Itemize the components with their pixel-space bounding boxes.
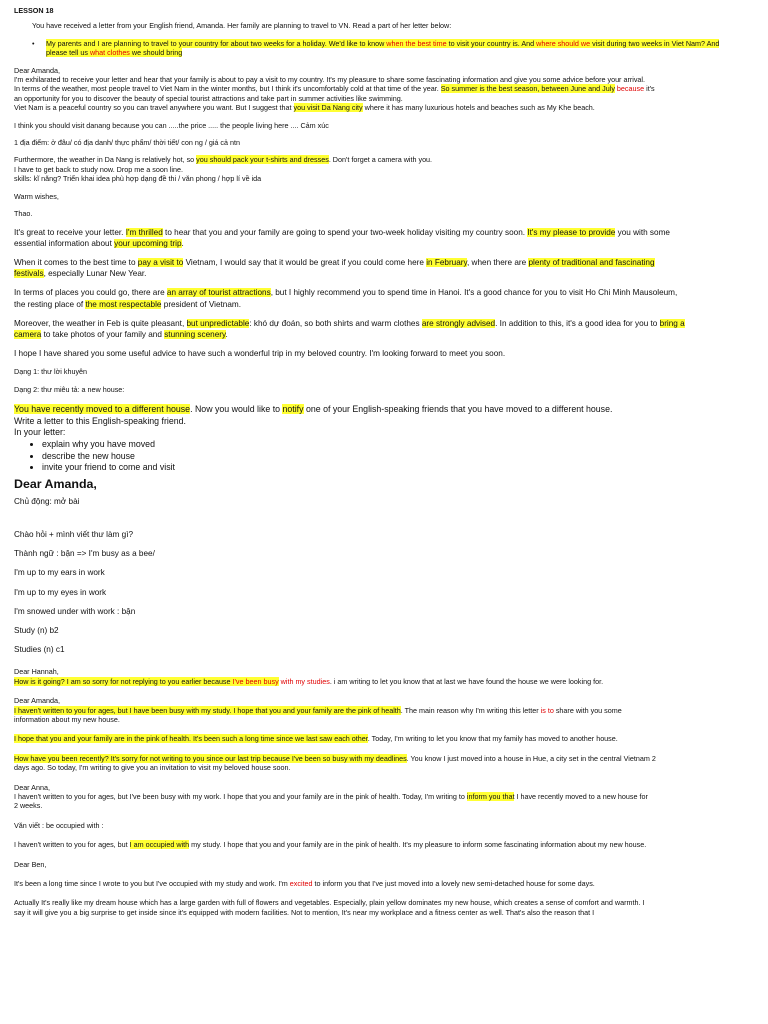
text-line: [14, 792, 754, 801]
spacer: [14, 219, 754, 227]
text-segment: . You know I just moved into a house in Hue, a city set in the central Vietnam 2: [406, 753, 656, 763]
spacer: [14, 811, 754, 821]
text-line: [46, 39, 719, 48]
highlighted-text: notify: [282, 404, 304, 415]
text-line: say it will give you a big surprise to get inside since it's equipped with modern facilities. Not to mention, It's near my workplace and a fitness center as well. That's also the reason that I: [14, 907, 595, 917]
quoted-letter-bullet: [14, 39, 754, 58]
highlighted-text: [46, 48, 182, 57]
highlighted-text: an array of tourist attractions: [166, 288, 271, 298]
spacer: [14, 147, 754, 155]
spacer: [14, 359, 754, 367]
text-line: Actually It's really like my dream house which has a large garden with full of flowers and vegetables. Especially, plain yellow dominates my new house, which creates a sense of comfort and warmth. I: [14, 898, 645, 908]
text-segment: Vietnam, I would say that it would be great if you could come here: [183, 257, 427, 267]
text-line: [14, 268, 754, 279]
highlighted-text: I'm thrilled: [125, 227, 163, 237]
text-segment: the resting place of: [14, 299, 86, 309]
text-line: 2 weeks.: [14, 801, 43, 811]
sample-greeting: Dear Hannah,: [14, 667, 59, 677]
text-segment: Viet Nam is a peaceful country so you can travel anywhere you want. But I suggest that: [14, 103, 294, 113]
intro-text: You have received a letter from your English friend, Amanda. Her family are planning to travel to VN. Read a part of her letter below:: [32, 21, 452, 31]
spacer: [14, 31, 754, 39]
text-line: [14, 227, 754, 238]
text-line: [14, 879, 754, 888]
bullet-dot: •: [32, 38, 35, 48]
highlighted-text: I've been busy: [232, 676, 279, 686]
text-line: Thành ngữ : bận => I'm busy as a bee/: [14, 549, 155, 559]
highlighted-text: you visit Da Nang city: [293, 103, 363, 113]
text-segment: president of Vietnam.: [161, 299, 241, 309]
highlighted-text: [46, 39, 719, 48]
text-segment: to hear that you and your family are going to spend your two-week holiday visiting my country soon.: [162, 227, 528, 237]
text-line: [14, 734, 754, 743]
text-segment: . Don't forget a camera with you.: [328, 155, 433, 165]
highlighted-text: So summer is the best season, between June and July: [440, 84, 615, 94]
text-line: [14, 103, 754, 112]
spacer: [14, 850, 754, 860]
text-segment: because: [614, 84, 645, 94]
text-segment: is to: [540, 705, 554, 715]
text-segment: I have recently moved to a new house for: [514, 791, 648, 801]
text-line: [14, 677, 754, 686]
text-segment: with my studies: [278, 676, 330, 686]
text-segment: , but I highly recommend you to spend time in Hanoi. It's a good chance for you to visit Ho Chi Minh Mausoleum,: [270, 288, 678, 298]
spacer: [14, 184, 754, 192]
text-line: [14, 287, 754, 298]
big-greeting-heading: Dear Amanda,: [14, 476, 97, 491]
text-segment: please tell us: [46, 48, 90, 58]
text-segment: . Today, I'm writing to let you know that my family has moved to another house.: [367, 734, 618, 744]
highlighted-text: camera: [14, 329, 42, 339]
letter-two: [14, 227, 754, 360]
text-line: [14, 238, 754, 249]
spacer: [14, 636, 754, 644]
letter-one: [14, 66, 754, 113]
text-line: [14, 155, 754, 164]
spacer: [14, 377, 754, 385]
highlighted-text: I hope that you and your family are in the pink of health. It's been such a long time since we last saw each other: [14, 734, 368, 744]
highlighted-text: pay a visit to: [137, 257, 184, 267]
text-line: days ago. So today, I'm writing to give you an invitation to visit my beloved house soon.: [14, 763, 291, 773]
text-segment: It's great to receive your letter.: [14, 227, 126, 237]
text-line: I hope I have shared you some useful advice to have such a wonderful trip in my beloved country. I'm looking forward to meet you soon.: [14, 349, 506, 359]
highlighted-text: inform you that: [466, 791, 515, 801]
text-line: [46, 48, 719, 57]
lesson-title: LESSON 18: [14, 6, 54, 15]
highlighted-text: I am occupied with: [129, 840, 190, 850]
highlighted-text: How have you been recently? It's sorry for not writing to you since our last trip because I've been so busy with my deadlines: [14, 753, 407, 763]
text-line: I'm snowed under with work : bận: [14, 606, 136, 616]
spacer: [14, 130, 754, 138]
text-segment: we should bring: [129, 48, 183, 58]
text-segment: . In addition to this, it's a good idea for you to: [495, 318, 660, 328]
sample-greeting: Dear Ben,: [14, 859, 47, 869]
text-segment: Furthermore, the weather in Da Nang is relatively hot, so: [14, 155, 197, 165]
text-line: I'm up to my eyes in work: [14, 587, 107, 597]
signature-name: Thao.: [14, 209, 33, 219]
spacer: [14, 655, 754, 667]
highlighted-text: but unpredictable: [186, 318, 250, 328]
text-segment: , when there are: [467, 257, 529, 267]
list-item: • describe the new house: [42, 451, 754, 463]
text-line: Studies (n) c1: [14, 645, 65, 655]
text-segment: when the best time: [386, 38, 447, 48]
text-line: I'm up to my ears in work: [14, 568, 105, 578]
text-segment: . i am writing to let you know that at last we have found the house we were looking for.: [329, 676, 604, 686]
highlighted-text: festivals: [14, 269, 44, 279]
text-segment: My parents and I are planning to travel to your country for about two weeks for a holiday. We'd like to know: [46, 38, 387, 48]
text-segment: where should we: [536, 38, 591, 48]
text-line: [14, 318, 754, 329]
text-segment: to visit your country is. And: [446, 38, 537, 48]
text-line: In your letter:: [14, 427, 66, 438]
letter-one-continued: [14, 155, 754, 218]
text-segment: you with some: [615, 227, 670, 237]
text-line: an opportunity for you to discover the beauty of special tourist attractions and take part in summer activities like swimming.: [14, 93, 403, 103]
spacer: [14, 540, 754, 548]
spacer: [14, 507, 754, 521]
text-segment: visit during two weeks in Viet Nam? And: [590, 38, 720, 48]
text-line: Chủ động: mở bài: [14, 496, 80, 506]
text-segment: Moreover, the weather in Feb is quite pleasant,: [14, 318, 187, 328]
text-segment: In terms of the weather, most people travel to Viet Nam in the winter months, but I think it's uncomfortably cold at that time of the year.: [14, 84, 441, 94]
spacer: [14, 724, 754, 734]
text-segment: : khó dự đoán, so both shirts and warm clothes: [249, 318, 422, 328]
text-line: skills: kĩ năng? Triển khai idea phù hợp dạng đề thi / văn phong / hợp lí về ida: [14, 174, 262, 184]
task-prompt: [14, 404, 754, 474]
text-segment: .: [225, 329, 228, 339]
spacer: [14, 113, 754, 121]
highlighted-text: plenty of traditional and fascinating: [528, 257, 655, 267]
highlighted-text: I haven't written to you for ages, but I have been busy with my study. I hope that you and your family are the pink of health: [14, 705, 401, 715]
text-segment: my study. I hope that you and your family are in the pink of health. It's my pleasure to inform some fascinating information about my new house.: [189, 840, 647, 850]
text-segment: . Now you would like to: [190, 404, 283, 415]
text-line: Văn viết : be occupied with :: [14, 820, 104, 830]
list-item: • invite your friend to come and visit: [42, 462, 754, 474]
text-segment: to take photos of your family and: [41, 329, 165, 339]
spacer: [14, 830, 754, 840]
spacer: [14, 888, 754, 898]
text-line: [14, 329, 754, 340]
spacer: [14, 686, 754, 696]
text-line: information about my new house.: [14, 714, 120, 724]
type-one-label: Dạng 1: thư lời khuyên: [14, 367, 88, 377]
text-segment: When it comes to the best time to: [14, 257, 138, 267]
text-segment: one of your English-speaking friends that you have moved to a different house.: [303, 404, 613, 415]
spacer: [14, 617, 754, 625]
spacer: [14, 869, 754, 879]
text-segment: I haven't written to you for ages, but: [14, 840, 130, 850]
text-line: [14, 84, 754, 93]
spacer: [14, 58, 754, 66]
sample-greeting: Dear Anna,: [14, 782, 50, 792]
spacer: [14, 279, 754, 287]
text-segment: essential information about: [14, 238, 115, 248]
text-segment: . The main reason why I'm writing this letter: [400, 705, 541, 715]
highlighted-text: stunning scenery: [164, 329, 226, 339]
spacer: [14, 773, 754, 783]
text-line: [14, 299, 754, 310]
highlighted-text: It's my please to provide: [527, 227, 616, 237]
text-segment: In terms of places you could go, there are: [14, 288, 167, 298]
text-line: [14, 706, 754, 715]
sample-openings: [14, 667, 754, 917]
highlighted-text: your upcoming trip: [114, 238, 182, 248]
text-segment: it's: [644, 84, 655, 94]
text-line: Chào hỏi + mình viết thư làm gì?: [14, 529, 134, 539]
text-line: Study (n) b2: [14, 625, 59, 635]
highlighted-text: in February: [426, 257, 467, 267]
spacer: [14, 201, 754, 209]
text-line: I have to get back to study now. Drop me a soon line.: [14, 164, 184, 174]
type-two-label: Dạng 2: thư miêu tả: a new house:: [14, 384, 125, 394]
highlighted-text: You have recently moved to a different house: [14, 404, 191, 415]
spacer: [14, 598, 754, 606]
spacer: [14, 579, 754, 587]
highlighted-text: How is it going? I am so sorry for not replying to you earlier because: [14, 676, 233, 686]
text-line: [14, 840, 754, 849]
text-line: [14, 404, 754, 416]
highlighted-text: are strongly advised: [421, 318, 496, 328]
highlighted-text: the most respectable: [85, 299, 162, 309]
sign-off: Warm wishes,: [14, 191, 59, 201]
spacer: [14, 744, 754, 754]
spacer: [46, 39, 719, 58]
highlighted-text: you should pack your t-shirts and dresses: [196, 155, 329, 165]
sample-greeting: Dear Amanda,: [14, 696, 60, 706]
highlighted-text: bring a: [659, 318, 685, 328]
text-segment: share with you some: [553, 705, 622, 715]
spacer: [14, 249, 754, 257]
note-line: I think you should visit danang because you can .....the price ..... the people living here .... Cảm xúc: [14, 120, 329, 130]
task-requirements-list: [14, 439, 754, 474]
text-segment: It's been a long time since I wrote to you but I've occupied with my study and work. I'm: [14, 879, 290, 889]
text-segment: , especially Lunar New Year.: [43, 269, 147, 279]
text-line: [14, 257, 754, 268]
spacer: [14, 340, 754, 348]
note-line: 1 địa điểm: ở đâu/ có địa danh/ thực phẩm/ thời tiết/ con ng / giá cả ntn: [14, 138, 241, 148]
text-line: I'm exhilarated to receive your letter and hear that your family is about to pay a visit to my country. It's my pleasure to share some fascinating information and give you some advice before your arrival.: [14, 75, 646, 85]
text-segment: where it has many luxurious hotels and beaches such as My Khe beach.: [362, 103, 595, 113]
spacer: [14, 394, 754, 404]
list-item: • explain why you have moved: [42, 439, 754, 451]
spacer: [14, 559, 754, 567]
notes-block: [14, 496, 754, 656]
text-line: Write a letter to this English-speaking friend.: [14, 415, 186, 426]
text-segment: I haven't written to you for ages, but I've been busy with my work. I hope that you and your family are in the pink of health. Today, I'm writing to: [14, 791, 467, 801]
letter-one-greeting: Dear Amanda,: [14, 65, 60, 75]
text-segment: what clothes: [89, 48, 130, 58]
spacer: [14, 521, 754, 529]
text-line: [14, 754, 754, 763]
text-segment: excited: [289, 879, 313, 889]
text-segment: to inform you that I've just moved into a lovely new semi-detached house for some days.: [312, 879, 595, 889]
text-segment: .: [181, 238, 184, 248]
spacer: [14, 310, 754, 318]
